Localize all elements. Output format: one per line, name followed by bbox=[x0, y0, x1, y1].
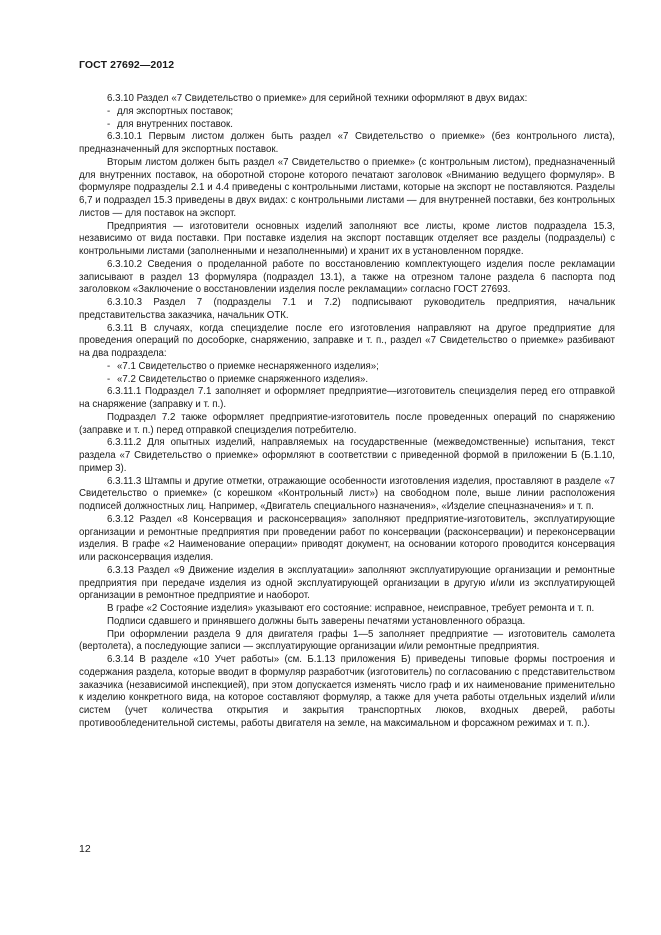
document-body bbox=[79, 93, 615, 731]
paragraph: При оформлении раздела 9 для двигателя графы 1—5 заполняет предприятие — изготовитель самолета (вертолета), а последующие записи — эксплуатирующие организации и/или ремонтные предприятия. bbox=[79, 628, 615, 653]
paragraph: 6.3.12 Раздел «8 Консервация и расконсервация» заполняют предприятие-изготовитель, эксплуатирующие организации и ремонтные предприятия при проведении работ по консервации (расконсервации) и переконсервации изделия. В графе «2 Наименование операции» приводят документ, на основании которого проводится консервация или расконсервация изделия. bbox=[79, 513, 615, 563]
paragraph: Подписи сдавшего и принявшего должны быть заверены печатями установленного образца. bbox=[107, 615, 526, 627]
list-item-text: «7.2 Свидетельство о приемке снаряженного изделия». bbox=[117, 373, 369, 385]
paragraph: В графе «2 Состояние изделия» указывают его состояние: исправное, неисправное, требует ремонта и т. п. bbox=[107, 603, 595, 614]
document-header: ГОСТ 27692—2012 bbox=[79, 59, 175, 71]
list-item bbox=[79, 119, 615, 132]
list-item bbox=[79, 361, 615, 374]
list-item bbox=[79, 374, 615, 387]
paragraph: 6.3.10.3 Раздел 7 (подразделы 7.1 и 7.2) подписывают руководитель предприятия, начальник представительства заказчика, начальник ОТК. bbox=[79, 297, 615, 321]
list-dash: - bbox=[107, 118, 111, 130]
list-dash: - bbox=[107, 373, 111, 385]
paragraph: 6.3.10.1 Первым листом должен быть раздел «7 Свидетельство о приемке» (без контрольного листа), предназначенный для экспортных поставок. bbox=[79, 131, 615, 155]
paragraph: 6.3.14 В разделе «10 Учет работы» (см. Б.1.13 приложения Б) приведены типовые формы построения и содержания раздела, которые вводит в формуляр разработчик (изготовитель) по согласованию с представительством заказчика (независимой инспекцией), при этом допускается изменять число граф и их наименование применительно к изделию конкретного вида, на которое составляют формуляр, а также для учета работы отдельных изделий и/или систем (учет количества открытия и закрытия транспортных люков, входных дверей, работы противообледенительной системы, работы двигателя на земле, на максимальном и форсажном режимах и т. п.). bbox=[79, 654, 615, 729]
list-item-text: для экспортных поставок; bbox=[117, 105, 234, 117]
list-item-text: «7.1 Свидетельство о приемке неснаряженного изделия»; bbox=[117, 360, 379, 372]
list-item-text: для внутренних поставок. bbox=[117, 118, 233, 130]
paragraph: 6.3.11.2 Для опытных изделий, направляемых на государственные (межведомственные) испытания, текст раздела «7 Свидетельство о приемке» оформляют в соответствии с приведенной формой в приложении Б (Б.1.10, пример 3). bbox=[79, 437, 615, 474]
paragraph: Подраздел 7.2 также оформляет предприятие-изготовитель после проведенных операций по снаряжению (заправке и т. п.) перед отправкой специзделия потребителю. bbox=[79, 411, 615, 436]
paragraph: 6.3.10.2 Сведения о проделанной работе по восстановлению комплектующего изделия после рекламации записывают в раздел 13 формуляра (подраздел 13.1), а также на отрезном талоне раздела 6 паспорта под заголовком «Заключение о восстановлении изделия после рекламации» согласно ГОСТ 27693. bbox=[79, 258, 615, 296]
list-dash: - bbox=[107, 105, 111, 117]
page-number: 12 bbox=[79, 843, 91, 855]
paragraph: Вторым листом должен быть раздел «7 Свидетельство о приемке» (с контрольным листом), предназначенный для внутренних поставок, на оборотной стороне которого печатают заголовок «Вниманию ведущего формуляр». В формуляре подразделы 2.1 и 4.4 приведены с контрольными листами, которые на экспорт не поставляются. Разделы 6,7 и подраздел 15.3 приведены в двух видах: с контрольными листами — для внутренней поставки, без контрольных листов — для поставок на экспорт. bbox=[79, 156, 615, 219]
paragraph: 6.3.10 Раздел «7 Свидетельство о приемке» для серийной техники оформляют в двух видах: bbox=[107, 93, 528, 104]
paragraph: 6.3.11.3 Штампы и другие отметки, отражающие особенности изготовления изделия, проставляют в разделе «7 Свидетельство о приемке» (с корешком «Контрольный лист») на свободном поле, выше линии расположения подписей должностных лиц. Например, «Двигатель специального назначения», «Изделие спецназначения» и т. п. bbox=[79, 475, 615, 512]
paragraph: 6.3.11 В случаях, когда специзделие после его изготовления направляют на другое предприятие для проведения операций по дособорке, снаряжению, заправке и т. п., раздел «7 Свидетельство о приемке» разбивают на два подраздела: bbox=[79, 322, 615, 359]
paragraph: 6.3.11.1 Подраздел 7.1 заполняет и оформляет предприятие—изготовитель специзделия перед его отправкой на снаряжение (заправку и т. п.). bbox=[79, 386, 615, 410]
list-item bbox=[79, 106, 615, 119]
list-dash: - bbox=[107, 360, 111, 372]
paragraph: 6.3.13 Раздел «9 Движение изделия в эксплуатации» заполняют эксплуатирующие организации и ремонтные предприятия при передаче изделия из одной эксплуатирующей организации в другую и/или из эксплуатирующей организации в ремонтное предприятие и наоборот. bbox=[79, 564, 615, 602]
paragraph: Предприятия — изготовители основных изделий заполняют все листы, кроме листов подраздела 15.3, независимо от вида поставки. При поставке изделия на экспорт поставщик отделяет все разделы (подразделы) с контрольными листами (заполненными и незаполненными) и хранит их в установленном порядке. bbox=[79, 220, 615, 257]
